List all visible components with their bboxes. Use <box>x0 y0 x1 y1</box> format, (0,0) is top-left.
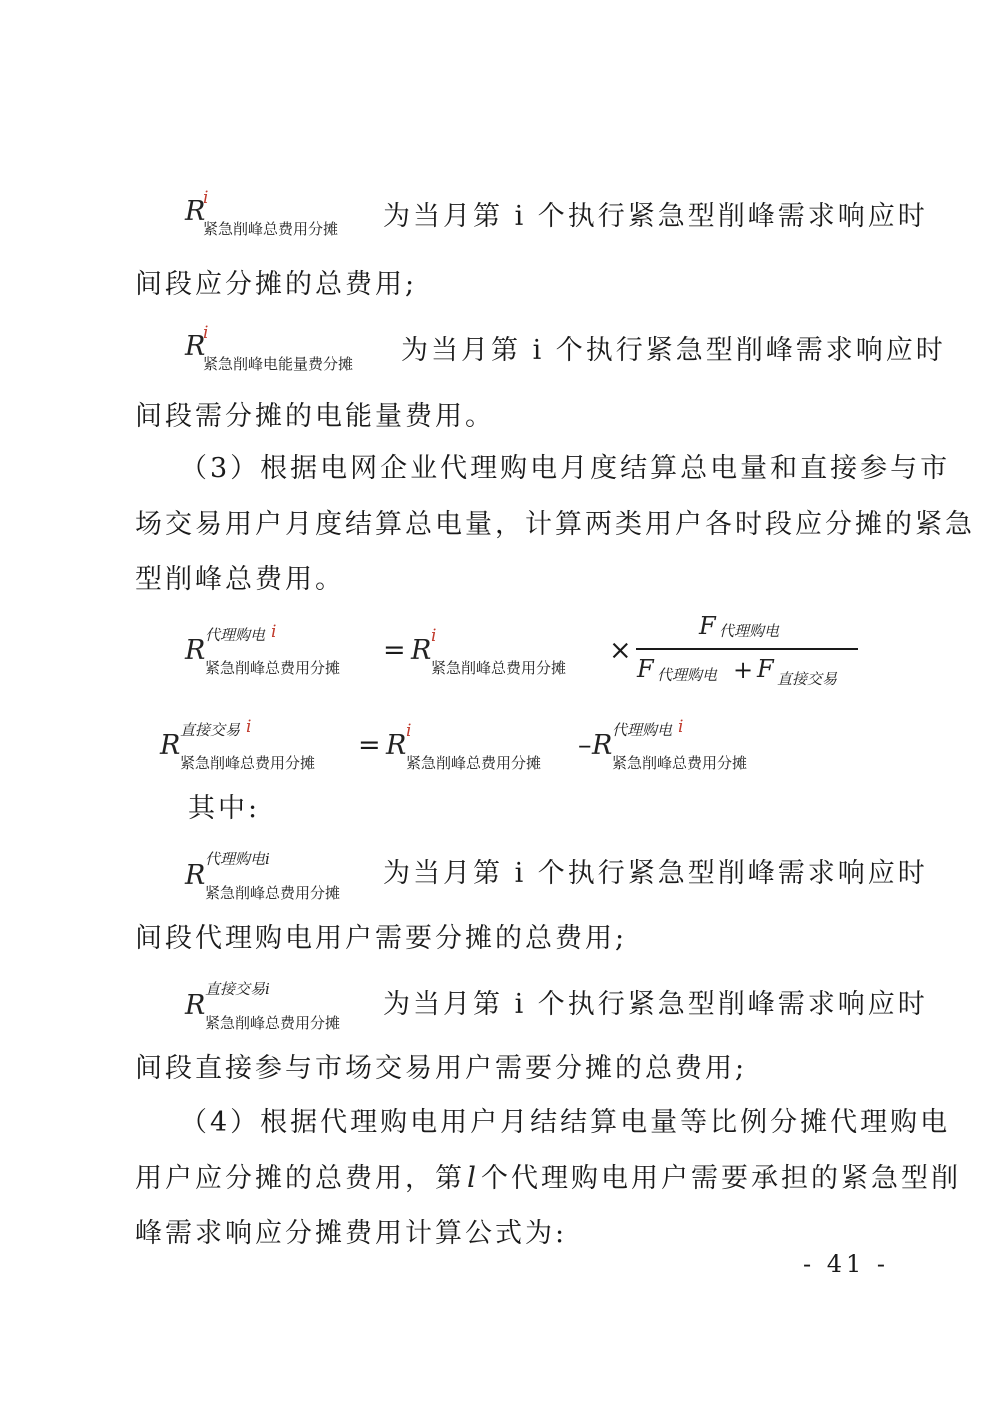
equals-sign: = <box>383 635 406 666</box>
symbol-sup-i: i <box>678 717 684 737</box>
para3-line2: 场交易用户月度结算总电量，计算两类用户各时段应分摊的紧急 <box>135 509 975 540</box>
formula-direct-share <box>160 717 860 785</box>
para6-line2-part2: 个代理购电用户需要承担的紧急型削 <box>480 1163 961 1194</box>
symbol-f: F <box>757 655 774 683</box>
symbol-f: F <box>699 612 716 640</box>
page-number: - 41 - <box>803 1250 890 1278</box>
symbol-r: R <box>185 196 206 227</box>
para6-line3: 峰需求响应分摊费用计算公式为: <box>135 1218 568 1249</box>
symbol-r: R <box>592 730 613 761</box>
symbol-r: R <box>185 990 206 1021</box>
times-sign: × <box>609 635 632 666</box>
para3-line3: 型削峰总费用。 <box>135 564 345 595</box>
symbol-sup-i: i <box>271 622 277 642</box>
para5-line2: 间段直接参与市场交易用户需要分摊的总费用; <box>135 1053 748 1084</box>
symbol-subscript: 紧急削峰总费用分摊 <box>406 754 542 772</box>
para3-line1: （3）根据电网企业代理购电月度结算总电量和直接参与市 <box>180 453 951 484</box>
para1-line2: 间段应分摊的总费用; <box>135 269 418 300</box>
symbol-sup-i: i <box>431 626 437 646</box>
symbol-r: R <box>386 730 407 761</box>
symbol-r: R <box>185 860 206 891</box>
symbol-sup-agent: 代理购电 <box>205 626 266 644</box>
symbol-sup-i: i <box>406 721 412 741</box>
symbol-r: R <box>160 730 181 761</box>
symbol-subscript: 紧急削峰总费用分摊 <box>205 884 341 902</box>
symbol-sup-direct-i: 直接交易i <box>205 980 270 998</box>
para6-line2-part1: 用户应分摊的总费用，第 <box>135 1163 465 1194</box>
para2-line2: 间段需分摊的电能量费用。 <box>135 401 495 432</box>
symbol-r: R <box>185 635 206 666</box>
symbol-subscript: 紧急削峰总费用分摊 <box>205 1014 341 1032</box>
symbol-r: R <box>185 331 206 362</box>
para2-line1: 为当月第 i 个执行紧急型削峰需求响应时 <box>401 335 946 366</box>
where-label: 其中: <box>188 793 261 824</box>
symbol-sub-direct: 直接交易 <box>777 670 838 688</box>
para4-line1: 为当月第 i 个执行紧急型削峰需求响应时 <box>383 858 928 889</box>
symbol-r: R <box>411 635 432 666</box>
symbol-l: l <box>467 1161 479 1194</box>
plus-sign: + <box>733 656 754 684</box>
symbol-subscript: 紧急削峰总费用分摊 <box>612 754 748 772</box>
symbol-subscript: 紧急削峰总费用分摊 <box>205 659 341 677</box>
para1-line1: 为当月第 i 个执行紧急型削峰需求响应时 <box>383 201 928 232</box>
symbol-sub-agent: 代理购电 <box>719 622 780 640</box>
symbol-sup-direct: 直接交易 <box>180 721 241 739</box>
symbol-sub-agent: 代理购电 <box>657 666 718 684</box>
symbol-sup-i: i <box>246 717 252 737</box>
symbol-sup-agent: 代理购电 <box>612 721 673 739</box>
fraction-bar <box>636 648 858 650</box>
para5-line1: 为当月第 i 个执行紧急型削峰需求响应时 <box>383 989 928 1020</box>
symbol-sup-agent-i: 代理购电i <box>205 850 270 868</box>
symbol-sup-i: i <box>203 188 209 208</box>
symbol-subscript: 紧急削峰总费用分摊 <box>203 220 339 238</box>
para6-line2 <box>135 1161 961 1194</box>
symbol-subscript: 紧急削峰电能量费分摊 <box>203 355 354 373</box>
symbol-sup-i: i <box>203 323 209 343</box>
symbol-f: F <box>637 655 654 683</box>
para4-line2: 间段代理购电用户需要分摊的总费用; <box>135 923 628 954</box>
symbol-subscript: 紧急削峰总费用分摊 <box>431 659 567 677</box>
symbol-subscript: 紧急削峰总费用分摊 <box>180 754 316 772</box>
formula-agent-share <box>185 612 885 700</box>
para6-line1: （4）根据代理购电用户月结结算电量等比例分摊代理购电 <box>180 1107 951 1138</box>
minus-sign: – <box>578 730 592 761</box>
equals-sign: = <box>358 730 381 761</box>
